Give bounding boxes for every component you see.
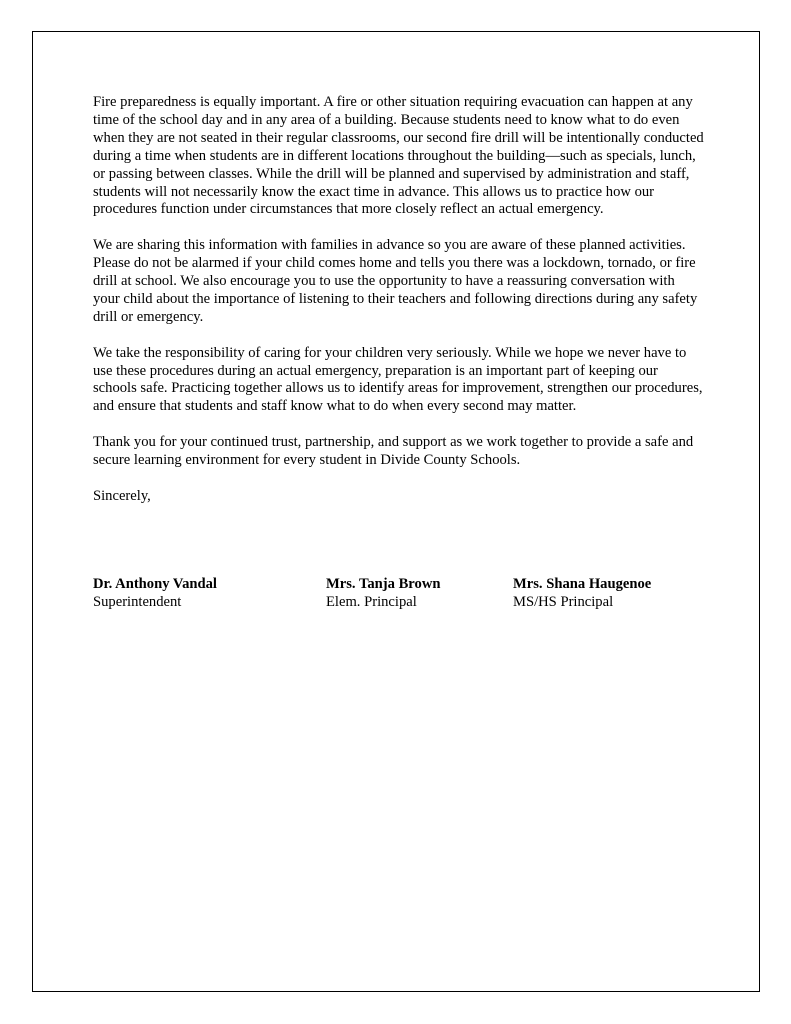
signature-title: Superintendent	[93, 593, 182, 610]
signature-name: Mrs. Tanja Brown	[326, 576, 441, 592]
paragraph-family-notice: We are sharing this information with families in advance so you are aware of these planned activities. Please do not be alarmed if your child comes home and tells you there was a lockdown, tornado, or fire drill at school. We also encourage you to use the opportunity to have a reassuring conversation with your child about the importance of listening to their teachers and following directions during any safety drill or emergency.	[93, 237, 698, 325]
paragraph-responsibility: We take the responsibility of caring for your children very seriously. While we hope we never have to use these procedures during an actual emergency, preparation is an important part of keeping our schools safe. Practicing together allows us to identify areas for improvement, strengthen our procedures, and ensure that students and staff know what to do when every second may matter.	[93, 344, 703, 415]
letter-body	[93, 94, 705, 506]
signature-title: MS/HS Principal	[513, 593, 614, 610]
closing-salutation: Sincerely,	[93, 487, 151, 504]
signature-elem-principal	[326, 576, 440, 612]
paragraph-thank-you: Thank you for your continued trust, partnership, and support as we work together to provide a safe and secure learning environment for every student in Divide County Schools.	[93, 434, 694, 469]
signature-name: Mrs. Shana Haugenoe	[513, 576, 652, 592]
signature-title: Elem. Principal	[326, 593, 417, 610]
paragraph-fire-preparedness: Fire preparedness is equally important. A fire or other situation requiring evacuation can happen at any time of the school day and in any area of a building. Because students need to know what to do even when they are not seated in their regular classrooms, our second fire drill will be intentionally conducted during a time when students are in different locations throughout the building—such as specials, lunch, or passing between classes. While the drill will be planned and supervised by administration and staff, students will not necessarily know the exact time in advance. This allows us to practice how our procedures function under circumstances that more closely reflect an actual emergency.	[93, 94, 704, 218]
signature-superintendent	[93, 576, 217, 612]
signature-block	[93, 576, 713, 616]
signature-name: Dr. Anthony Vandal	[93, 576, 217, 592]
signature-mshs-principal	[513, 576, 651, 612]
